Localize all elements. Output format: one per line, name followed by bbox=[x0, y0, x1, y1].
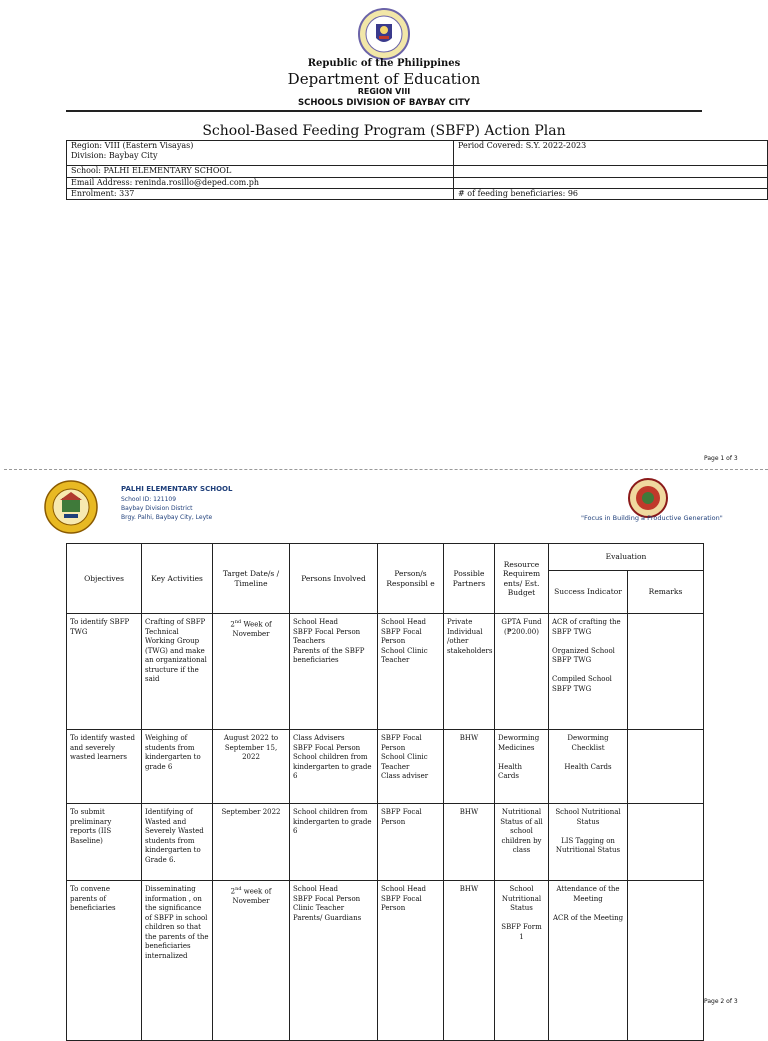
empty-cell bbox=[454, 178, 768, 189]
beneficiaries-cell: # of feeding beneficiaries: 96 bbox=[454, 189, 768, 200]
school-district: Baybay Division District bbox=[121, 505, 193, 512]
email-cell: Email Address: reninda.rosillo@deped.com.ph bbox=[67, 178, 454, 189]
table-row bbox=[67, 730, 704, 804]
indicator-cell: Deworming Checklist Health Cards bbox=[549, 730, 628, 804]
school-id: School ID: 121109 bbox=[121, 496, 177, 503]
enrolment-cell: Enrolment: 337 bbox=[67, 189, 454, 200]
indicator-cell: School Nutritional Status LIS Tagging on Nutritional Status bbox=[549, 804, 628, 881]
partners-cell: BHW bbox=[444, 730, 495, 804]
school-cell: School: PALHI ELEMENTARY SCHOOL bbox=[67, 166, 454, 178]
region-division-cell bbox=[67, 141, 454, 166]
page-separator bbox=[4, 469, 768, 470]
activity-cell: Disseminating information , on the significance of SBFP in school children so that the parents of the beneficiaries internalized bbox=[142, 881, 213, 1041]
remarks-cell bbox=[628, 881, 704, 1041]
involved-cell: School Head SBFP Focal Person Teachers Parents of the SBFP beneficiaries bbox=[290, 614, 378, 730]
involved-cell: Class Advisers SBFP Focal Person School children from kindergarten to grade 6 bbox=[290, 730, 378, 804]
objective-cell: To identify wasted and severely wasted learners bbox=[67, 730, 142, 804]
date-ordinal: nd bbox=[235, 886, 242, 892]
page-number-1: Page 1 of 3 bbox=[704, 455, 738, 462]
header-rule bbox=[66, 110, 702, 112]
action-plan-table bbox=[66, 543, 704, 1041]
department-header: Department of Education bbox=[287, 70, 481, 88]
col-persons-responsible: Person/s Responsibl e bbox=[378, 544, 444, 614]
remarks-cell bbox=[628, 614, 704, 730]
involved-cell: School children from kindergarten to grade 6 bbox=[290, 804, 378, 881]
division-header: SCHOOLS DIVISION OF BAYBAY CITY bbox=[297, 98, 471, 108]
date-number: 2 bbox=[230, 887, 236, 896]
activity-cell: Identifying of Wasted and Severely Wasted students from kindergarten to Grade 6. bbox=[142, 804, 213, 881]
objective-cell: To convene parents of beneficiaries bbox=[67, 881, 142, 1041]
responsible-cell: School Head SBFP Focal Person School Clinic Teacher bbox=[378, 614, 444, 730]
info-table bbox=[66, 140, 768, 200]
col-remarks: Remarks bbox=[628, 571, 704, 614]
period-cell: Period Covered: S.Y. 2022-2023 bbox=[454, 141, 768, 166]
involved-cell: School Head SBFP Focal Person Clinic Teacher Parents/ Guardians bbox=[290, 881, 378, 1041]
responsible-cell: SBFP Focal Person bbox=[378, 804, 444, 881]
school-motto: "Focus in Building a Productive Generation" bbox=[581, 514, 723, 522]
document-title: School-Based Feeding Program (SBFP) Action Plan bbox=[202, 123, 566, 139]
col-objectives: Objectives bbox=[67, 544, 142, 614]
col-persons-involved: Persons Involved bbox=[290, 544, 378, 614]
date-ordinal: nd bbox=[234, 619, 242, 625]
resource-cell: GPTA Fund (₱200.00) bbox=[495, 614, 549, 730]
empty-cell bbox=[454, 166, 768, 178]
resource-cell: Deworming Medicines Health Cards bbox=[495, 730, 549, 804]
deped-seal-logo bbox=[358, 8, 410, 60]
resource-cell: Nutritional Status of all school children by class bbox=[495, 804, 549, 881]
responsible-cell: SBFP Focal Person School Clinic Teacher Class adviser bbox=[378, 730, 444, 804]
region-header: REGION VIII bbox=[357, 87, 411, 96]
objective-cell: To submit preliminary reports (IIS Baseline) bbox=[67, 804, 142, 881]
school-name: PALHI ELEMENTARY SCHOOL bbox=[121, 485, 233, 493]
region-text: Region: VIII (Eastern Visayas) bbox=[71, 141, 194, 150]
partners-cell: Private Individual /other stakeholders bbox=[444, 614, 495, 730]
col-success-indicator: Success Indicator bbox=[549, 571, 628, 614]
table-row bbox=[67, 804, 704, 881]
school-info bbox=[121, 495, 212, 522]
objective-cell: To identify SBFP TWG bbox=[67, 614, 142, 730]
date-number: 2 bbox=[230, 620, 235, 629]
indicator-cell: Attendance of the Meeting ACR of the Meeting bbox=[549, 881, 628, 1041]
partners-cell: BHW bbox=[444, 804, 495, 881]
page-number-2: Page 2 of 3 bbox=[704, 998, 738, 1005]
date-text: week of November bbox=[232, 887, 272, 905]
date-text: Week of November bbox=[232, 620, 272, 638]
col-key-activities: Key Activities bbox=[142, 544, 213, 614]
col-evaluation: Evaluation bbox=[549, 544, 704, 571]
remarks-cell bbox=[628, 730, 704, 804]
table-row bbox=[67, 881, 704, 1041]
date-cell bbox=[213, 881, 290, 1041]
division-text: Division: Baybay City bbox=[71, 151, 158, 160]
col-resource: Resource Requirem ents/ Est. Budget bbox=[495, 544, 549, 614]
table-row bbox=[67, 614, 704, 730]
resource-cell: School Nutritional Status SBFP Form 1 bbox=[495, 881, 549, 1041]
date-cell bbox=[213, 614, 290, 730]
school-address: Brgy. Palhi, Baybay City, Leyte bbox=[121, 514, 213, 521]
division-seal-logo bbox=[628, 478, 668, 518]
col-possible-partners: Possible Partners bbox=[444, 544, 495, 614]
republic-header: Republic of the Philippines bbox=[307, 58, 461, 69]
date-cell: September 2022 bbox=[213, 804, 290, 881]
activity-cell: Weighing of students from kindergarten to grade 6 bbox=[142, 730, 213, 804]
remarks-cell bbox=[628, 804, 704, 881]
partners-cell: BHW bbox=[444, 881, 495, 1041]
activity-cell: Crafting of SBFP Technical Working Group (TWG) and make an organizational structure if the said bbox=[142, 614, 213, 730]
school-logo bbox=[44, 480, 98, 534]
col-target-date: Target Date/s / Timeline bbox=[213, 544, 290, 614]
date-cell: August 2022 to September 15, 2022 bbox=[213, 730, 290, 804]
responsible-cell: School Head SBFP Focal Person bbox=[378, 881, 444, 1041]
indicator-cell: ACR of crafting the SBFP TWG Organized School SBFP TWG Compiled School SBFP TWG bbox=[549, 614, 628, 730]
